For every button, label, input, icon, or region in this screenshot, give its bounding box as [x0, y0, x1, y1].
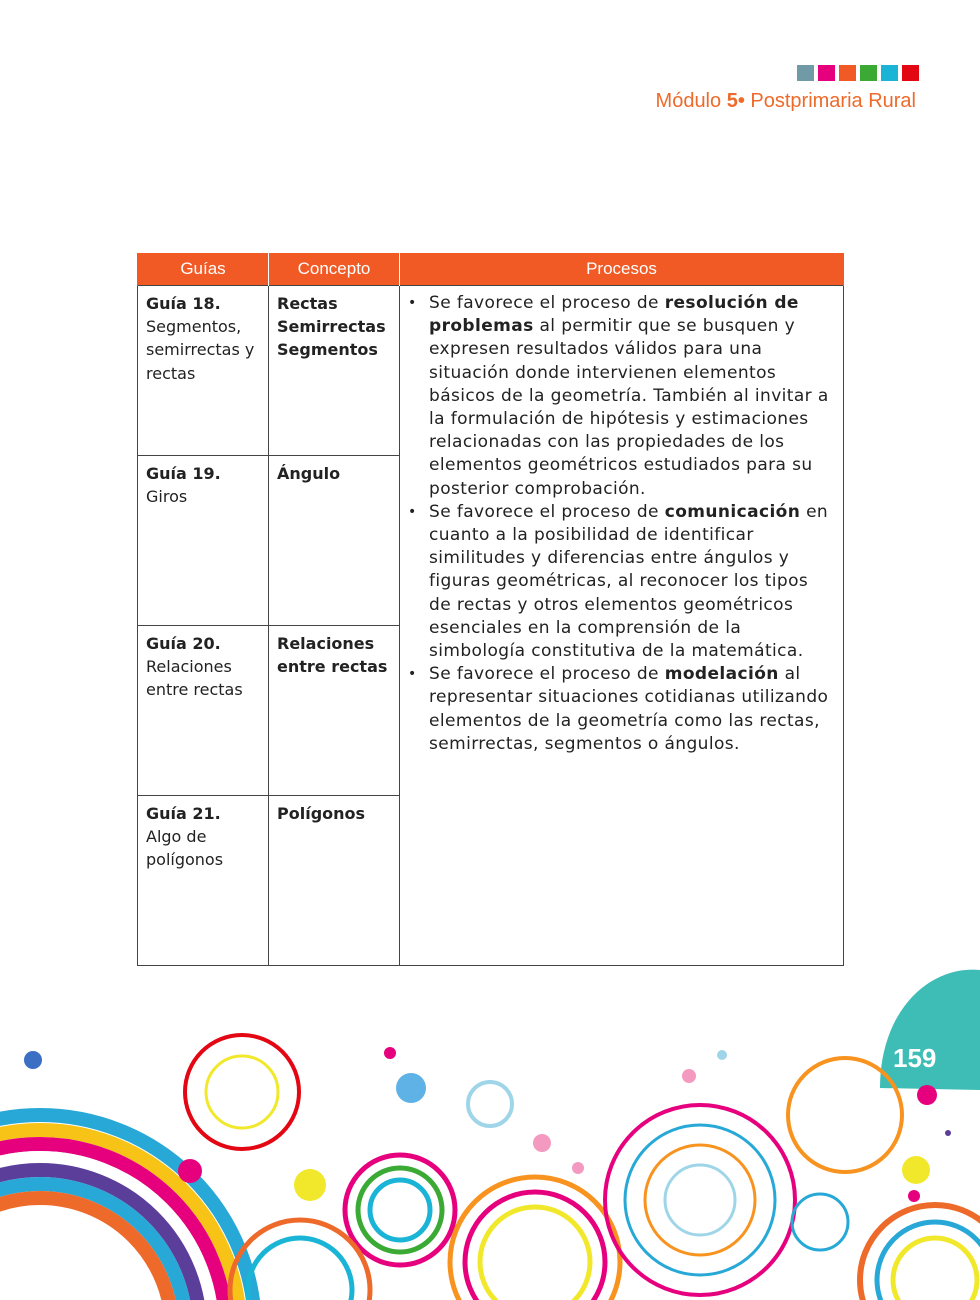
guia-title: Guía 20. [146, 634, 221, 653]
concepto-line: Ángulo [277, 464, 341, 483]
module-separator: • [737, 90, 745, 112]
proceso-prefix: Se favorece el proceso de [429, 664, 665, 685]
concepto-line: Rectas [277, 294, 338, 313]
proceso-text: al permitir que se busquen y expresen resultados válidos para una situación donde intervienen elementos básicos de la geometría. También al invitar a la formulación de hipótesis y estimaciones relacionadas con las propiedades de los elementos geométricos estudiados para su posterior comprobación. [429, 316, 829, 499]
concepto-line: Segmentos [277, 340, 378, 360]
proceso-prefix: Se favorece el proceso de [429, 293, 665, 313]
proceso-text: al representar situaciones cotidianas utilizando elementos de la geometría como las rectas, semirrectas, segmentos o ángulos. [429, 664, 829, 754]
proceso-highlight: resolución de problemas [429, 293, 799, 337]
concepto-line: Relaciones [277, 634, 375, 653]
guia-title: Guía 19. [146, 464, 221, 483]
proceso-highlight: modelación [664, 664, 779, 685]
header-concepto: Concepto [269, 253, 400, 286]
header-procesos: Procesos [400, 253, 844, 286]
guia-title: Guía 21. [146, 804, 221, 823]
proceso-text: en cuanto a la posibilidad de identificar similitudes y diferencias entre ángulos y figuras geométricas, al reconocer los tipos de rectas y otros elementos geométricos esenciales en la comprensión de la simbología constitutiva de la matemática. [429, 501, 829, 662]
guia-desc: Segmentos, semirrectas y rectas [146, 317, 255, 383]
guia-desc: Relaciones entre rectas [146, 657, 243, 700]
module-label: Módulo [655, 90, 727, 112]
module-subtitle: Postprimaria Rural [744, 90, 916, 112]
module-number: 5 [726, 90, 738, 112]
guia-title: Guía 18. [146, 294, 221, 313]
proceso-highlight: comunicación [664, 501, 801, 522]
proceso-prefix: Se favorece el proceso de [429, 501, 665, 522]
guia-desc: Giros [146, 487, 188, 507]
concepto-line: Polígonos [277, 804, 366, 823]
guia-desc: Algo de polígonos [146, 827, 224, 870]
header-guias: Guías [138, 253, 269, 286]
page-number: 159 [893, 1043, 937, 1073]
concepto-line: entre rectas [277, 657, 388, 677]
concepto-line: Semirrectas [277, 317, 386, 337]
